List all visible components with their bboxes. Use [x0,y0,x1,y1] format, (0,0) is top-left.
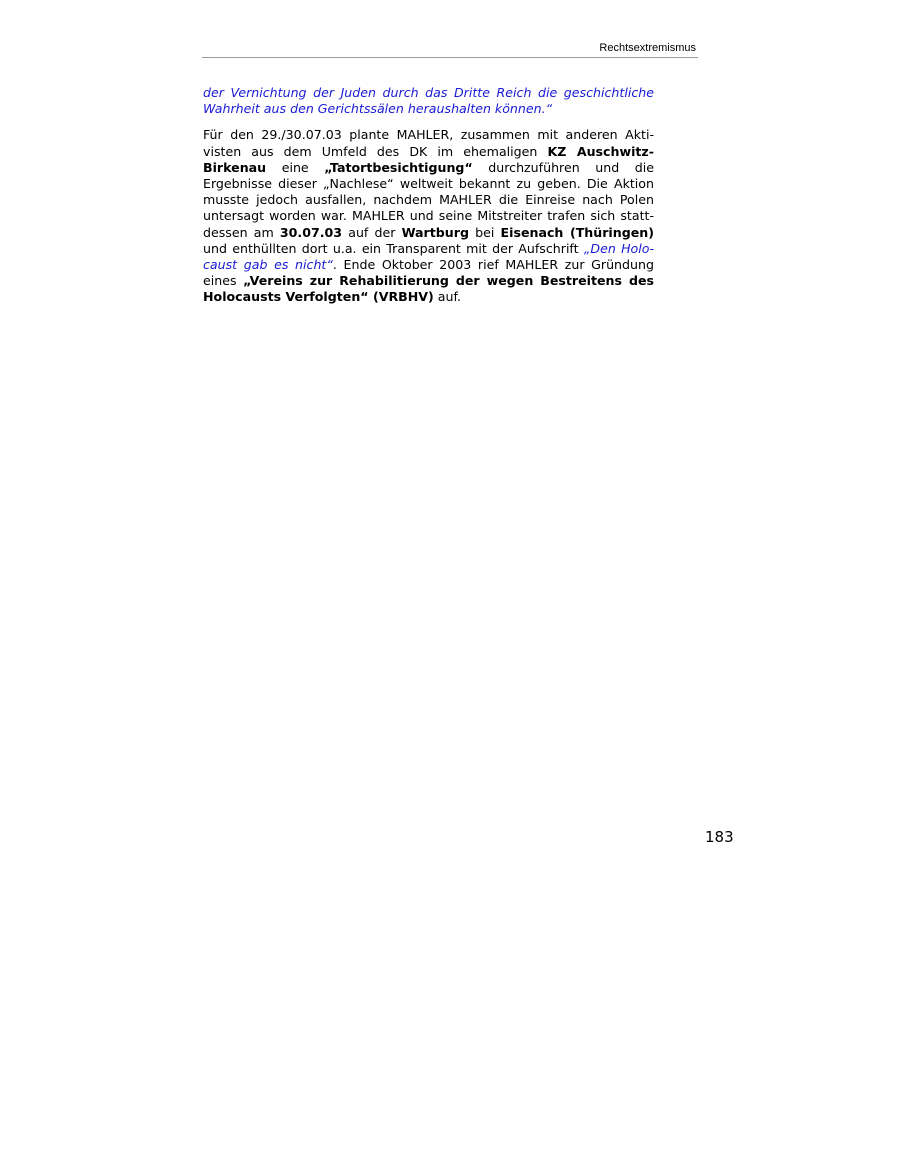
header-divider [202,57,698,58]
quoted-slogan: „Den Holocaust gab es nicht“ [203,240,654,273]
bold-text-run: Wartburg [401,224,469,240]
bold-text-run: 30.07.03 [279,224,343,240]
page-content [203,85,654,306]
bold-text-run: KZ Auschwitz-Birkenau [203,143,654,175]
page-number: 183 [705,828,734,846]
text-run: und enthüllten dort u.a. ein Transparent mit der Aufschrift [203,240,584,256]
text-run: durchzuführen und die Ergebnisse dieser „Nachlese“ weltweit bekannt zu geben. Die Aktion musste jedoch ausfallen, nachdem MAHLER die Einreise nach Polen untersagt worden war. MAHLER und seine Mitstreiter trafen sich stattdessen am [203,159,654,240]
bold-text-run: „Tatortbesichtigung“ [324,159,473,175]
bold-text-run: „Vereins zur Rehabilitierung der wegen Bestreitens des Holocausts Verfolgten“ (VRBHV) [203,273,654,305]
text-run: bei [468,224,501,240]
text-run: auf der [342,224,402,240]
bold-text-run: Eisenach (Thüringen) [500,224,654,240]
running-header: Rechtsextremismus [599,42,696,54]
text-run: eine [266,159,325,175]
quote-continuation: der Vernichtung der Juden durch das Dritte Reich die geschichtliche Wahrheit aus den Gerichtssälen heraushalten können.“ [203,85,654,117]
body-paragraph [203,127,654,305]
text-run: Für den 29./30.07.03 plante MAHLER, zusammen mit anderen Aktivisten aus dem Umfeld des DK im ehemaligen [203,127,654,159]
text-run: . Ende Oktober 2003 rief MAHLER zur Gründung eines [203,257,654,289]
text-run: auf. [433,289,462,305]
